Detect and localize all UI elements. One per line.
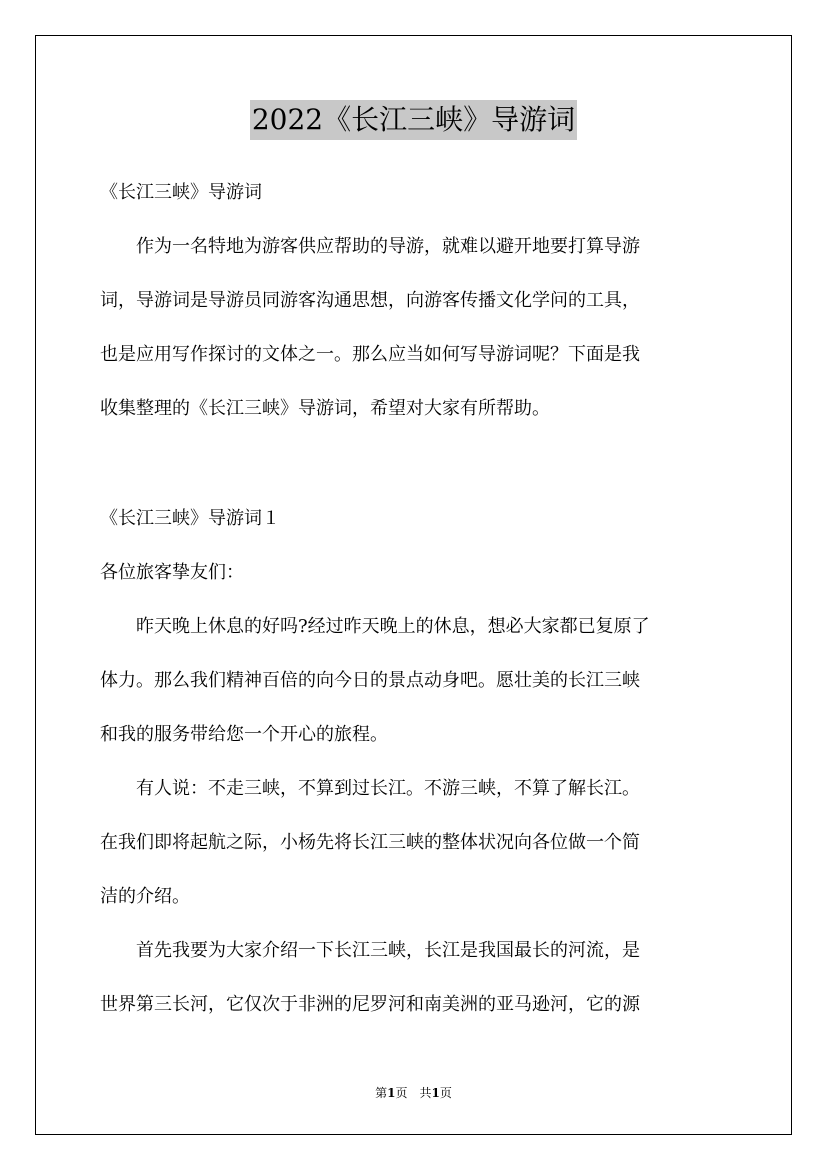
text-line: 洁的介绍。 bbox=[100, 886, 190, 907]
footer-page-suffix: 页 共 bbox=[395, 1086, 432, 1100]
text-line: 《长江三峡》导游词 bbox=[100, 182, 262, 203]
text-line: 体力。那么我们精神百倍的向今日的景点动身吧。愿壮美的长江三峡 bbox=[100, 670, 640, 691]
text-line: 收集整理的《长江三峡》导游词，希望对大家有所帮助。 bbox=[100, 398, 550, 419]
text-line: 各位旅客挚友们： bbox=[100, 562, 244, 583]
text-line: 《长江三峡》导游词１ bbox=[100, 508, 280, 529]
footer-page-prefix: 第 bbox=[375, 1086, 388, 1100]
footer-page-number: 1 bbox=[387, 1086, 396, 1100]
text-line: 词，导游词是导游员同游客沟通思想，向游客传播文化学问的工具， bbox=[100, 290, 640, 311]
footer-total-pages: 1 bbox=[431, 1086, 440, 1100]
text-line: 在我们即将起航之际，小杨先将长江三峡的整体状况向各位做一个简 bbox=[100, 832, 640, 853]
title-container bbox=[0, 100, 827, 140]
text-line: 世界第三长河，它仅次于非洲的尼罗河和南美洲的亚马逊河，它的源 bbox=[100, 994, 640, 1015]
page-footer bbox=[0, 1085, 827, 1101]
text-line: 和我的服务带给您一个开心的旅程。 bbox=[100, 724, 388, 745]
document-title: 2022《长江三峡》导游词 bbox=[250, 100, 577, 140]
text-line: 也是应用写作探讨的文体之一。那么应当如何写导游词呢？下面是我 bbox=[100, 344, 640, 365]
text-line: 昨天晚上休息的好吗?经过昨天晚上的休息，想必大家都已复原了 bbox=[100, 616, 650, 637]
text-line: 作为一名特地为游客供应帮助的导游，就难以避开地要打算导游 bbox=[100, 236, 640, 257]
footer-total-suffix: 页 bbox=[439, 1086, 452, 1100]
text-line: 首先我要为大家介绍一下长江三峡，长江是我国最长的河流，是 bbox=[100, 940, 640, 961]
text-line: 有人说：不走三峡，不算到过长江。不游三峡，不算了解长江。 bbox=[100, 778, 640, 799]
